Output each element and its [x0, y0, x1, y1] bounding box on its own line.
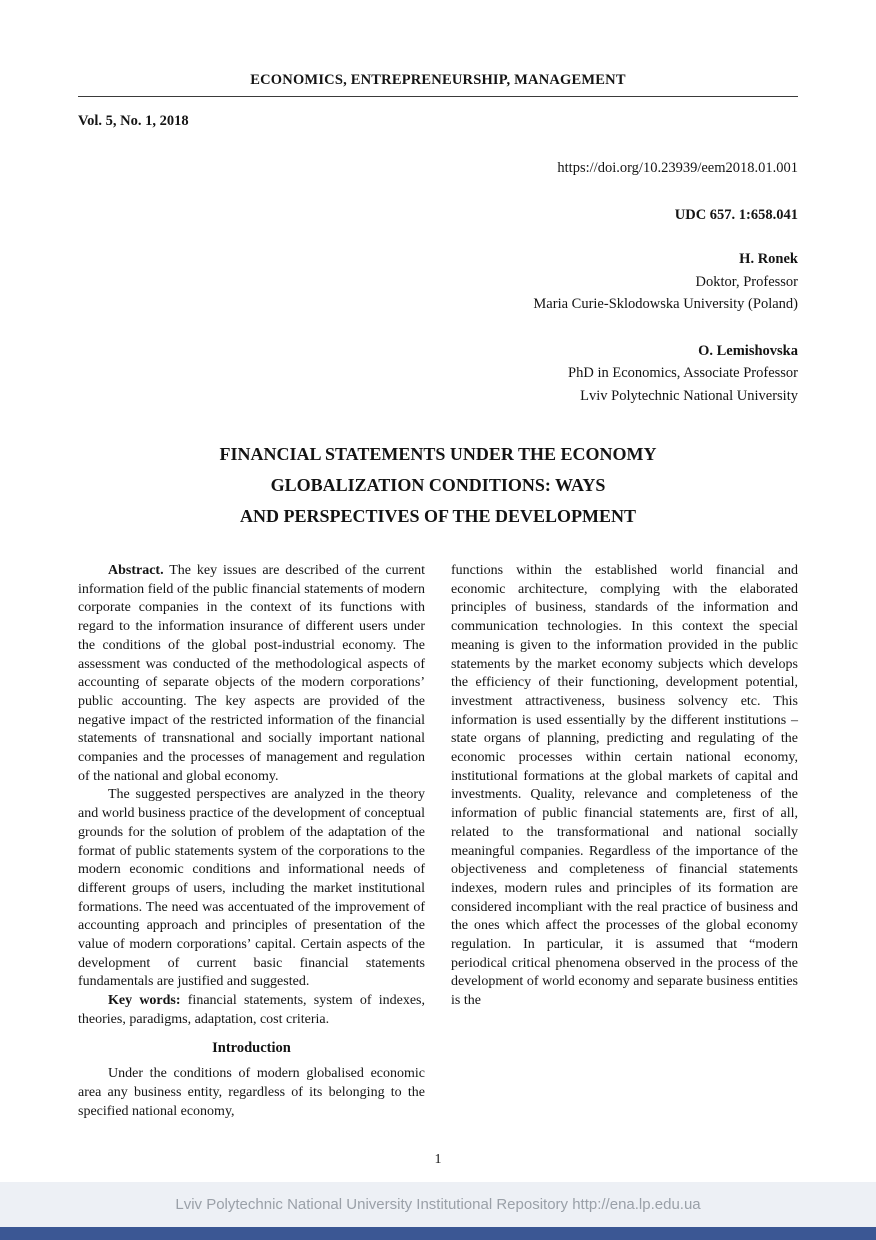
volume-issue: Vol. 5, No. 1, 2018 [78, 113, 189, 129]
two-column-body [78, 562, 798, 1121]
author-name: H. Ronek [739, 251, 798, 267]
author-role: PhD in Economics, Associate Professor [568, 365, 798, 381]
title-line-1: FINANCIAL STATEMENTS UNDER THE ECONOMY [219, 444, 657, 464]
keywords-label: Key words: [108, 993, 181, 1009]
left-column [78, 562, 425, 1121]
introduction-heading: Introduction [212, 1039, 291, 1056]
title-line-3: AND PERSPECTIVES OF THE DEVELOPMENT [239, 506, 637, 526]
author-block-1 [78, 248, 798, 316]
article-title [78, 439, 798, 532]
abstract-paragraph-2: The suggested perspectives are analyzed in the theory and world business practice of the development of conceptual grounds for the solution of problem of the adaptation of the format of public statements system of the corporations to the modern economic conditions and informational needs of different groups of users, including the market institutional formations. The need was accentuated of the improvement of accounting approach and principles of presentation of the value of modern corporations’ capital. Certain aspects of the development of current basic financial statements fundamentals are justified and suggested. [78, 787, 425, 990]
author-block-2 [78, 340, 798, 408]
udc-code: UDC 657. 1:658.041 [674, 207, 798, 223]
repository-strip [0, 1182, 876, 1227]
author-role: Doktor, Professor [695, 273, 798, 290]
author-affiliation: Maria Curie-Sklodowska University (Poland) [533, 296, 798, 312]
author-affiliation: Lviv Polytechnic National University [580, 387, 798, 404]
abstract-text-1: The key issues are described of the current information field of the public financial statements of modern corporate companies in the context of its functions with regard to the information insurance of different users under the conditions of the global post-industrial economy. The assessment was conducted of the methodological aspects of accounting of separate objects of the modern corporations’ public accounting. The key aspects are provided of the negative impact of the restricted information of the financial statements of transnational and socially important national companies and the processes of management and regulation of the national and global economy. [78, 563, 425, 784]
introduction-paragraph-left: Under the conditions of modern globalised economic area any business entity, regardless of its belonging to the specified national economy, [78, 1066, 425, 1119]
repository-text: Lviv Polytechnic National University Institutional Repository http://ena.lp.edu.ua [175, 1196, 701, 1213]
title-line-2: GLOBALIZATION CONDITIONS: WAYS [270, 475, 606, 495]
abstract-label: Abstract. [108, 563, 164, 578]
author-name: O. Lemishovska [698, 342, 798, 359]
keywords-paragraph [78, 992, 425, 1029]
abstract-paragraph-1 [78, 562, 425, 786]
page-number: 1 [434, 1152, 442, 1167]
footer-accent-bar [0, 1227, 876, 1240]
repository-footer [0, 1182, 876, 1240]
keywords-text: financial statements, system of indexes, theories, paradigms, adaptation, cost criteria. [78, 993, 426, 1027]
journal-running-head: ECONOMICS, ENTREPRENEURSHIP, MANAGEMENT [78, 72, 798, 97]
doi-link: https://doi.org/10.23939/eem2018.01.001 [557, 160, 798, 176]
right-column [451, 562, 798, 1121]
introduction-paragraph-right: functions within the established world financial and economic architecture, complying with the elaborated principles of business, standards of the information and communication technologies. In this context the special meaning is given to the information provided in the public statements by the market economy subjects which develops the efficiency of their functioning, development potential, investment attractiveness, business solvency etc. This information is used essentially by the different institutions – state organs of planning, predicting and regulating of the economic processes within certain national economy, institutional formations at the global markets of capital and investments. Quality, relevance and completeness of the information of public financial statements are, first of all, related to the transformational and national socially meaningful companies. Regardless of the importance of the objectiveness and completeness of financial statements indexes, modern rules and principles of its formation are considered incompliant with the real practice of business and the ones which affect the processes of the global economy regulation. In particular, it is assumed that “modern periodical critical phenomena observed in the process of the development of world economy and separate business entities is the [451, 563, 798, 1009]
